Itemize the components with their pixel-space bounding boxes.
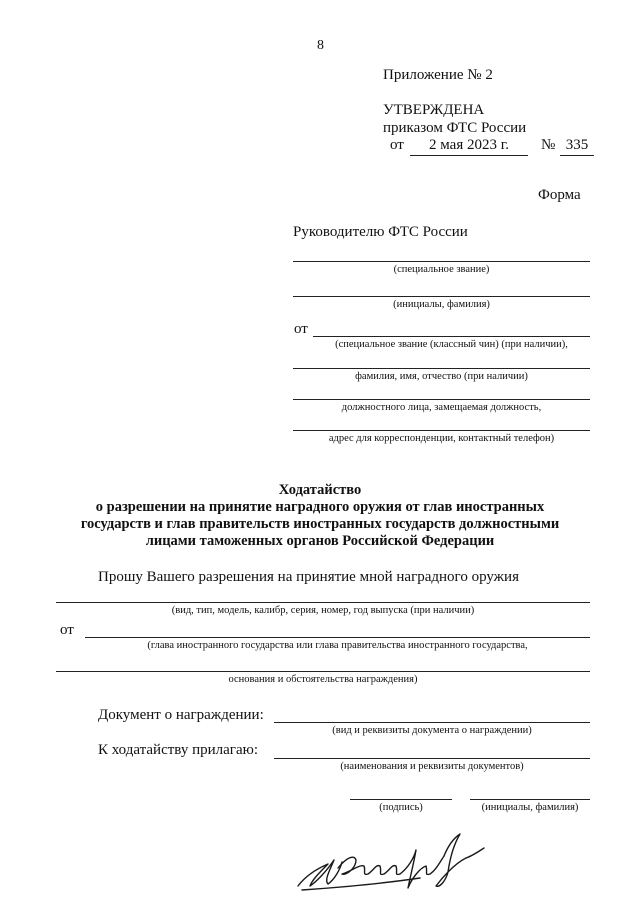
grounds-line: [56, 671, 590, 672]
appendix-label: Приложение № 2: [383, 67, 493, 83]
petition-line-2: государств и глав правительств иностранных государств должностными: [80, 516, 560, 532]
approved-title: УТВЕРЖДЕНА: [383, 102, 485, 118]
petition-heading: Ходатайство: [278, 482, 362, 498]
date-underline: [410, 155, 528, 156]
hint-fio: фамилия, имя, отчество (при наличии): [355, 371, 528, 382]
approved-date: 2 мая 2023 г.: [429, 137, 509, 153]
award-document-line: [274, 722, 590, 723]
addressee-from-label: от: [294, 321, 308, 337]
hint-address: адрес для корреспонденции, контактный телефон): [328, 433, 555, 444]
body-from-label: от: [60, 622, 74, 638]
approved-order: приказом ФТС России: [383, 120, 527, 136]
initials-line: [293, 296, 590, 297]
request-text: Прошу Вашего разрешения на принятие мной наградного оружия: [98, 569, 519, 585]
petition-line-3: лицами таможенных органов Российской Федерации: [145, 533, 495, 549]
form-label: Форма: [538, 187, 581, 203]
approved-number-label: №: [541, 137, 556, 153]
number-underline: [560, 155, 594, 156]
addressee-title: Руководителю ФТС России: [293, 224, 468, 240]
petition-line-1: о разрешении на принятие наградного оружия от глав иностранных: [95, 499, 545, 515]
hint-signer-initials: (инициалы, фамилия): [481, 802, 579, 813]
hint-signature: (подпись): [379, 802, 423, 813]
approved-from-label: от: [390, 137, 404, 153]
signer-initials-line: [470, 799, 590, 800]
signature-line: [350, 799, 452, 800]
position-line: [293, 399, 590, 400]
head-line: [85, 637, 590, 638]
award-document-label: Документ о награждении:: [98, 707, 264, 723]
handwritten-signature: [290, 828, 490, 894]
hint-grounds: основания и обстоятельства награждения): [228, 674, 418, 685]
hint-position: должностного лица, замещаемая должность,: [341, 402, 542, 413]
rank-class-line: [313, 336, 590, 337]
hint-initials: (инициалы, фамилия): [393, 299, 490, 310]
hint-attachments: (наименования и реквизиты документов): [340, 761, 524, 772]
hint-special-rank: (специальное звание): [393, 264, 490, 275]
hint-head: (глава иностранного государства или глава правительства иностранного государства,: [147, 640, 528, 651]
hint-rank-class: (специальное звание (классный чин) (при наличии),: [335, 339, 568, 350]
approved-number: 335: [565, 137, 589, 153]
attachments-line: [274, 758, 590, 759]
weapon-line: [56, 602, 590, 603]
hint-award-document: (вид и реквизиты документа о награждении): [332, 725, 532, 736]
hint-weapon: (вид, тип, модель, калибр, серия, номер, год выпуска (при наличии): [171, 605, 475, 616]
special-rank-line: [293, 261, 590, 262]
page-number: 8: [317, 38, 324, 53]
fio-line: [293, 368, 590, 369]
attachments-label: К ходатайству прилагаю:: [98, 742, 258, 758]
address-line: [293, 430, 590, 431]
